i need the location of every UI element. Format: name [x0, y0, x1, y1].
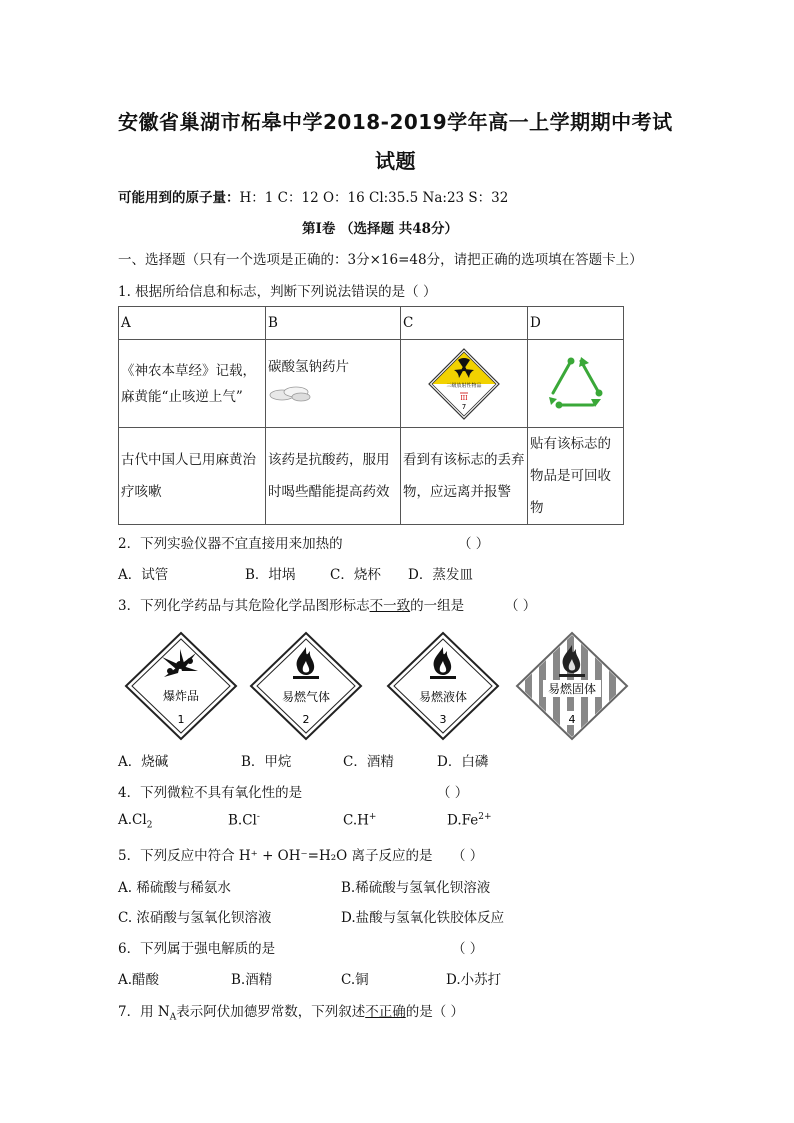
- q5-paren: （ ）: [452, 848, 484, 864]
- q1-header-c: C: [401, 307, 528, 340]
- q2-option-b: B．坩埚: [245, 567, 296, 583]
- q1-d3-text: 贴有该标志的物品是可回收物: [530, 436, 611, 516]
- q6-option-a: A.醋酸: [118, 972, 160, 988]
- q3-stem-underlined: 不一致: [369, 598, 411, 614]
- q1-cell-d3: [528, 428, 624, 525]
- q1-a3-text: 古代中国人已用麻黄治疗咳嗽: [121, 452, 256, 500]
- q1-header-b: B: [266, 307, 401, 340]
- section-header: 第Ⅰ卷 （选择题 共48分）: [302, 221, 459, 237]
- q6-option-d: D.小苏打: [446, 972, 502, 988]
- radioactive-sign-icon: [427, 347, 501, 421]
- radioactive-sign-text: 三级放射性物品: [446, 382, 482, 389]
- q2-option-a: A．试管: [118, 567, 169, 583]
- q1-table: [118, 306, 624, 525]
- q7-stem: 7．用 $N_A$表示阿伏加德罗常数，下列叙述不正确的是（ ）: [118, 1004, 464, 1023]
- q3-option-c: C．酒精: [343, 754, 394, 770]
- q6-option-c: C.铜: [341, 972, 369, 988]
- q4-option-c: C.H+: [343, 812, 377, 829]
- q4-paren: （ ）: [437, 785, 469, 801]
- atomic-masses-values: H：1 C：12 O：16 Cl:35.5 Na:23 S：32: [239, 190, 509, 206]
- q1-a2-text: 《神农本草经》记载，麻黄能“止咳逆上气”: [121, 362, 256, 405]
- q4-option-a: $A.Cl_2$: [118, 812, 153, 831]
- flammable-gas-num: 2: [302, 713, 310, 726]
- flammable-solid-num: 4: [568, 713, 576, 726]
- q3-option-a: A．烧碱: [118, 754, 169, 770]
- q3-stem-pre: 3．下列化学药品与其危险化学品图形标志: [118, 598, 370, 614]
- recycle-icon: [541, 353, 611, 415]
- q1-header-a: A: [119, 307, 266, 340]
- q2-paren: （ ）: [458, 536, 490, 552]
- q6-stem: 6．下列属于强电解质的是: [118, 941, 276, 957]
- q4-option-b: B.Cl-: [228, 812, 260, 829]
- radioactive-sign-num: 7: [461, 402, 467, 411]
- q1-stem: 1. 根据所给信息和标志，判断下列说法错误的是（ ）: [118, 284, 437, 300]
- q1-cell-b3: [266, 428, 401, 525]
- q3-option-b: B．甲烷: [241, 754, 292, 770]
- q6-option-b: B.酒精: [231, 972, 273, 988]
- flammable-liquid-label: 易燃液体: [418, 690, 468, 704]
- q4-option-d: $D.Fe^{2+}$: [447, 812, 492, 829]
- explosive-num: 1: [177, 713, 185, 726]
- q2-stem: 2．下列实验仪器不宜直接用来加热的: [118, 536, 343, 552]
- hazard-sign-flammable-solid: [515, 631, 629, 741]
- pills-icon: [268, 382, 312, 404]
- q2-option-c: C．烧杯: [330, 567, 381, 583]
- q1-b3-text: 该药是抗酸药，服用时喝些醋能提高药效: [268, 452, 390, 500]
- q2-option-d: D．蒸发皿: [408, 567, 473, 583]
- q4-stem: 4．下列微粒不具有氧化性的是: [118, 785, 303, 801]
- hazard-sign-explosive: [124, 631, 238, 741]
- hazard-sign-flammable-liquid: [386, 631, 500, 741]
- q1-header-d: D: [528, 307, 624, 340]
- q1-cell-a3: [119, 428, 266, 525]
- q1-cell-d2: [528, 340, 624, 428]
- q5-option-a: A. 稀硫酸与稀氨水: [118, 880, 231, 896]
- q5-option-b: B.稀硫酸与氢氧化钡溶液: [341, 880, 491, 896]
- q3-stem: [118, 594, 464, 614]
- instruction: 一、选择题（只有一个选项是正确的：3分×16=48分，请把正确的选项填在答题卡上）: [118, 252, 643, 268]
- q5-option-d: D.盐酸与氢氧化铁胶体反应: [341, 910, 505, 926]
- q1-cell-c3: [401, 428, 528, 525]
- radioactive-sign-roman: III: [460, 394, 468, 402]
- q1-b2-text: 碳酸氢钠药片: [268, 359, 349, 375]
- q1-cell-c2: [401, 340, 528, 428]
- q1-cell-a2: [119, 340, 266, 428]
- q3-stem-post: 的一组是: [410, 598, 465, 614]
- explosive-label: 爆炸品: [162, 689, 200, 703]
- q1-cell-b2: [266, 340, 401, 428]
- q3-option-d: D．白磷: [437, 754, 489, 770]
- flammable-gas-label: 易燃气体: [281, 690, 331, 704]
- page-title-line1: 安徽省巢湖市柘皋中学2018-2019学年高一上学期期中考试: [118, 110, 673, 134]
- flammable-liquid-num: 3: [439, 713, 447, 726]
- q3-paren: （ ）: [505, 598, 537, 614]
- atomic-masses-label: 可能用到的原子量：: [118, 190, 240, 206]
- hazard-sign-flammable-gas: [249, 631, 363, 741]
- q7-stem-underlined: 不正确: [365, 1004, 406, 1020]
- q6-paren: （ ）: [452, 941, 484, 957]
- q5-stem: 5．下列反应中符合 H⁺ + OH⁻=H₂O 离子反应的是: [118, 848, 433, 864]
- flammable-solid-label: 易燃固体: [547, 682, 597, 696]
- q1-c3-text: 看到有该标志的丢弃物，应远离并报警: [403, 452, 525, 500]
- atomic-masses: [118, 186, 508, 206]
- q5-option-c: C. 浓硝酸与氢氧化钡溶液: [118, 910, 272, 926]
- page-title-line2: 试题: [375, 149, 416, 173]
